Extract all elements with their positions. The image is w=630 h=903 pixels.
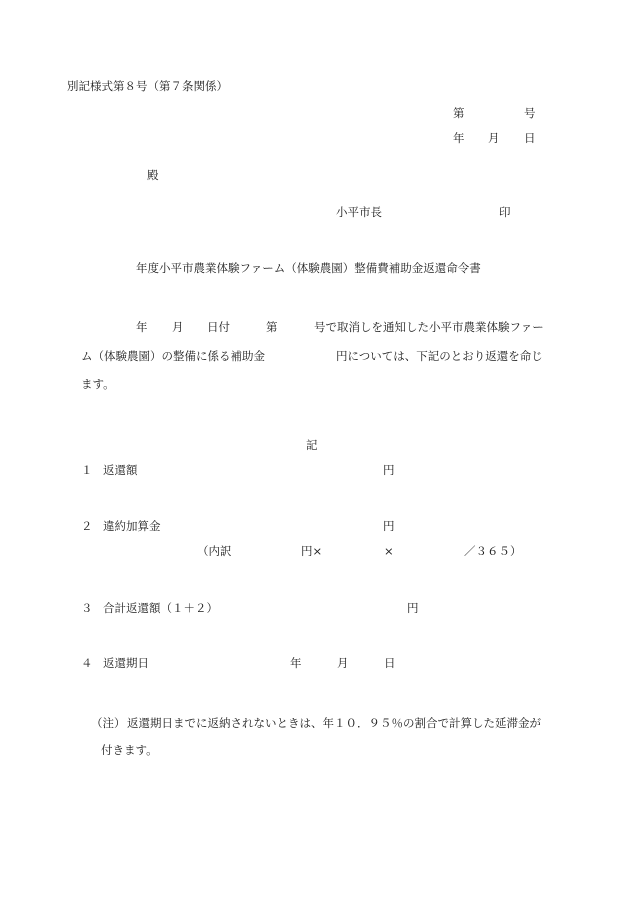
body-line2-text-after: 円については、下記のとおり返還を命じ [336, 349, 543, 363]
note-line1: 返還期日までに返納されないときは、年１０．９５％の割合で計算した延滞金が [127, 716, 541, 730]
item-4-number: ４ [81, 656, 93, 670]
item-2-unit: 円 [383, 519, 395, 533]
item-4-month: 月 [337, 656, 349, 670]
item-2-label: 違約加算金 [103, 519, 161, 533]
note-line2: 付きます。 [101, 743, 158, 757]
item-3-unit: 円 [407, 601, 419, 615]
doc-date-day: 日 [524, 131, 536, 145]
item-1-unit: 円 [383, 463, 395, 477]
breakdown-open: （内訳 [197, 544, 232, 558]
item-1-number: １ [81, 463, 93, 477]
body-line2-text: ム（体験農園）の整備に係る補助金 [81, 349, 265, 363]
body-line1-text: 号で取消しを通知した小平市農業体験ファー [314, 320, 544, 334]
body-month: 月 [172, 320, 184, 334]
item-4-label: 返還期日 [103, 656, 149, 670]
item-3-number: ３ [81, 601, 93, 615]
sender-title: 小平市長 [336, 205, 382, 219]
item-3-label: 合計返還額（１＋２） [103, 601, 218, 615]
doc-number-prefix: 第 [453, 106, 465, 120]
item-4-year: 年 [290, 656, 302, 670]
body-number-prefix: 第 [266, 320, 278, 334]
item-4-day: 日 [384, 656, 396, 670]
item-1-label: 返還額 [103, 463, 138, 477]
addressee-suffix: 殿 [147, 168, 159, 182]
item-2-number: ２ [81, 519, 93, 533]
breakdown-yen-times: 円× [301, 544, 323, 558]
note-prefix: （注） [91, 716, 126, 730]
breakdown-times: × [384, 544, 394, 558]
body-day: 日付 [207, 320, 230, 334]
doc-date-year: 年 [453, 131, 465, 145]
doc-date-month: 月 [488, 131, 500, 145]
form-label: 別記様式第８号（第７条関係） [67, 79, 228, 93]
record-heading: 記 [306, 438, 318, 452]
body-line3: ます。 [81, 377, 115, 391]
sender-seal: 印 [499, 205, 511, 219]
breakdown-days: ／３６５） [464, 544, 522, 558]
body-year: 年 [136, 320, 148, 334]
doc-number-suffix: 号 [524, 106, 536, 120]
document-title: 年度小平市農業体験ファーム（体験農園）整備費補助金返還命令書 [136, 261, 481, 275]
